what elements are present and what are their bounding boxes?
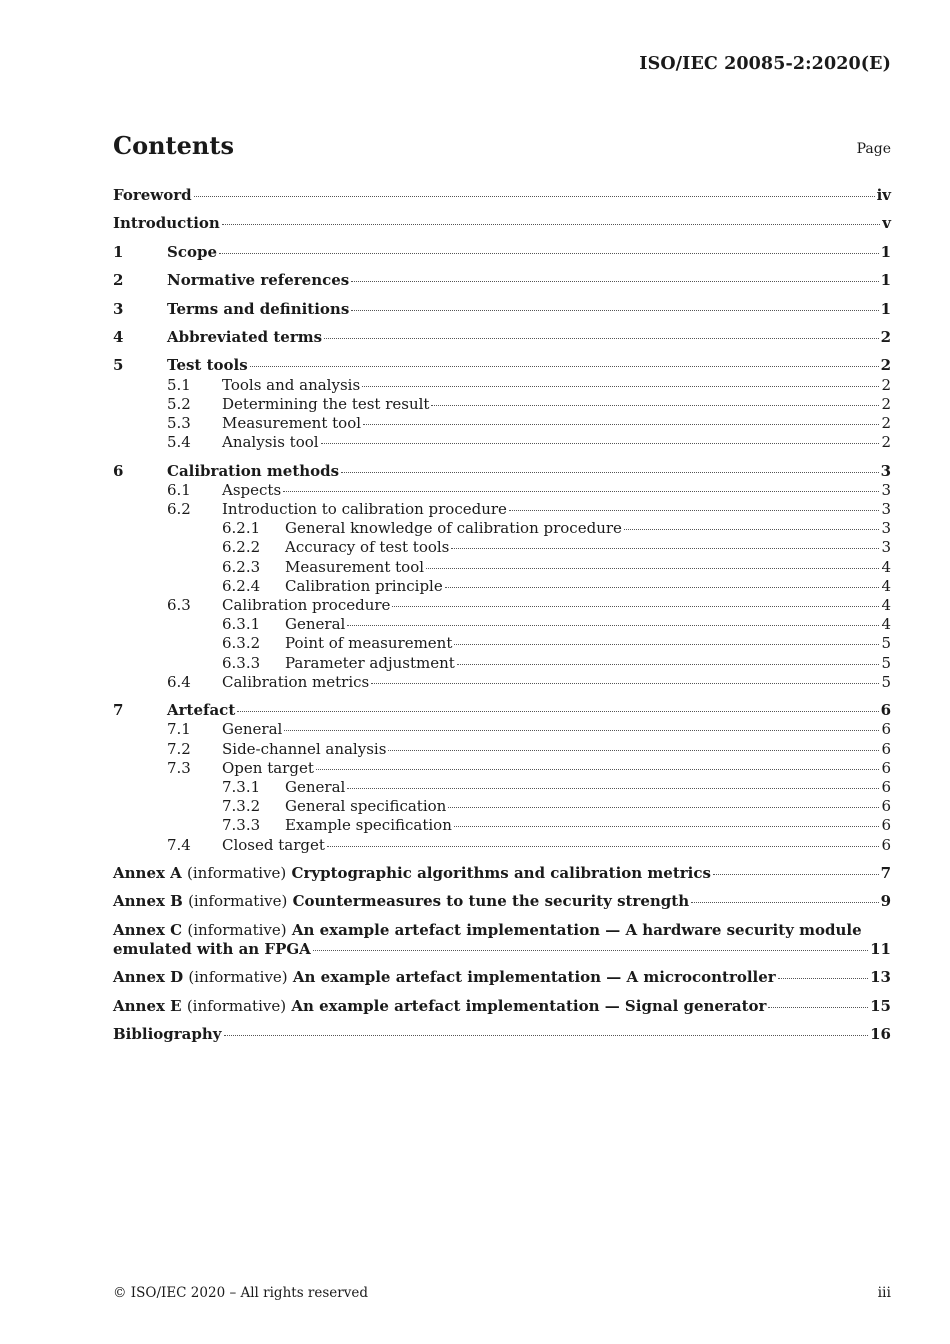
- leader-dots: [321, 443, 880, 444]
- leader-dots: [283, 491, 879, 492]
- leader-dots: [451, 548, 879, 549]
- leader-dots: [351, 281, 878, 282]
- toc-entry-number: 7.3.2: [222, 797, 261, 816]
- toc-page-number: 5: [881, 634, 891, 653]
- toc-page-number: 2: [880, 356, 891, 375]
- toc-entry-number: 7.3.3: [222, 816, 261, 835]
- toc-entry-clause-1[interactable]: [113, 243, 891, 262]
- toc-entry-title: Artefact: [167, 701, 236, 720]
- leader-dots: [392, 606, 879, 607]
- toc-entry-title: Point of measurement: [285, 634, 453, 653]
- leader-dots: [363, 424, 879, 425]
- toc-entry-number: 6.2: [167, 499, 191, 518]
- toc-entry-number: 4: [113, 327, 124, 346]
- annex-label: Annex C: [113, 920, 183, 939]
- toc-entry-title: General: [285, 615, 346, 634]
- annex-title-line-1: An example artefact implementation — A hardware security module: [291, 920, 862, 939]
- toc-entry-number: 7.4: [167, 835, 191, 854]
- toc-entry-number: 3: [113, 299, 124, 318]
- toc-entry-title: Calibration procedure: [222, 595, 391, 614]
- toc-entry-clause-4[interactable]: [113, 328, 891, 347]
- toc-entry-annex-b[interactable]: [113, 892, 891, 911]
- toc-page-number: 11: [870, 939, 891, 958]
- toc-page-number: 3: [881, 519, 891, 538]
- table-of-contents: [113, 186, 891, 1044]
- toc-entry-title: Analysis tool: [222, 433, 319, 452]
- leader-dots: [347, 625, 879, 626]
- toc-entry-number: 6.2.4: [222, 576, 261, 595]
- toc-entry-number: 6.3: [167, 595, 191, 614]
- document-id: ISO/IEC 20085-2:2020(E): [639, 54, 891, 74]
- footer-copyright: © ISO/IEC 2020 – All rights reserved: [113, 1285, 368, 1301]
- toc-page-number: 4: [881, 557, 891, 576]
- toc-page-number: 2: [881, 433, 891, 452]
- annex-type: (informative): [186, 996, 287, 1015]
- leader-dots: [624, 529, 880, 530]
- toc-entry-clause-6-3-1[interactable]: [113, 615, 891, 634]
- toc-page-number: 6: [881, 720, 891, 739]
- toc-entry-title: Scope: [167, 242, 218, 261]
- toc-entry-title: Terms and definitions: [167, 299, 350, 318]
- leader-dots: [713, 874, 879, 875]
- toc-page-number: 1: [880, 271, 891, 290]
- toc-entry-number: 5.4: [167, 433, 191, 452]
- toc-entry-clause-6-1[interactable]: [113, 481, 891, 500]
- annex-type: (informative): [188, 892, 288, 911]
- page-column-label: Page: [856, 141, 891, 157]
- toc-entry-clause-3[interactable]: [113, 300, 891, 319]
- toc-page-number: 3: [881, 499, 891, 518]
- toc-page-number: 3: [880, 461, 891, 480]
- toc-page-number: 6: [881, 739, 891, 758]
- leader-dots: [448, 807, 879, 808]
- toc-entry-clause-7-1[interactable]: [113, 720, 891, 739]
- toc-entry-clause-2[interactable]: [113, 271, 891, 290]
- toc-entry-title: Open target: [222, 758, 314, 777]
- toc-entry-title: Normative references: [167, 271, 350, 290]
- leader-dots: [509, 510, 880, 511]
- toc-entry-annex-e[interactable]: [113, 997, 891, 1016]
- leader-dots: [224, 1035, 869, 1036]
- toc-entry-foreword[interactable]: [113, 186, 891, 205]
- toc-page-number: 5: [881, 672, 891, 691]
- toc-entry-number: 6.3.2: [222, 634, 261, 653]
- leader-dots: [250, 366, 879, 367]
- toc-page-number: 6: [881, 777, 891, 796]
- toc-entry-title: Introduction: [113, 214, 220, 233]
- toc-entry-title: Calibration principle: [285, 576, 443, 595]
- toc-entry-number: 5.3: [167, 413, 191, 432]
- toc-entry-title: Measurement tool: [222, 413, 362, 432]
- leader-dots: [768, 1007, 868, 1008]
- leader-dots: [237, 711, 878, 712]
- annex-label: Annex A: [113, 863, 182, 882]
- leader-dots: [324, 338, 878, 339]
- footer-page-number: iii: [877, 1285, 891, 1301]
- toc-page-number: 9: [880, 892, 891, 911]
- leader-dots: [284, 730, 879, 731]
- toc-entry-number: 2: [113, 271, 124, 290]
- toc-entry-title: Measurement tool: [285, 557, 425, 576]
- annex-label: Annex D: [113, 968, 184, 987]
- leader-dots: [454, 644, 879, 645]
- toc-entry-clause-6-2-2[interactable]: [113, 538, 891, 557]
- annex-type: (informative): [187, 920, 287, 939]
- leader-dots: [316, 769, 880, 770]
- annex-title: An example artefact implementation — A microcontroller: [292, 968, 776, 987]
- toc-entry-title: Example specification: [285, 816, 452, 835]
- toc-page-number: 4: [881, 615, 891, 634]
- toc-entry-clause-7-3-2[interactable]: [113, 797, 891, 816]
- toc-entry-clause-5-1[interactable]: [113, 376, 891, 395]
- toc-entry-clause-5-4[interactable]: [113, 433, 891, 452]
- annex-title-line-2: emulated with an FPGA: [113, 939, 311, 958]
- toc-entry-title: General: [285, 777, 346, 796]
- toc-entry-clause-7-3[interactable]: [113, 759, 891, 778]
- toc-entry-title: Abbreviated terms: [167, 327, 323, 346]
- toc-page-number: 7: [880, 863, 891, 882]
- toc-entry-bibliography[interactable]: [113, 1025, 891, 1044]
- toc-entry-clause-6-3-3[interactable]: [113, 654, 891, 673]
- toc-entry-number: 5: [113, 356, 124, 375]
- toc-page-number: 2: [881, 375, 891, 394]
- toc-entry-annex-d[interactable]: [113, 968, 891, 987]
- leader-dots: [778, 978, 868, 979]
- toc-entry-clause-5-3[interactable]: [113, 414, 891, 433]
- toc-page-number: 4: [881, 595, 891, 614]
- toc-entry-title: Tools and analysis: [222, 375, 361, 394]
- toc-entry-title: General: [222, 720, 283, 739]
- toc-entry-clause-5[interactable]: [113, 356, 891, 375]
- annex-title: Cryptographic algorithms and calibration metrics: [291, 863, 711, 882]
- toc-page-number: 6: [881, 835, 891, 854]
- toc-entry-clause-7-4[interactable]: [113, 836, 891, 855]
- toc-entry-number: 6.3.3: [222, 653, 261, 672]
- toc-entry-clause-7[interactable]: [113, 701, 891, 720]
- toc-page-number: 1: [880, 299, 891, 318]
- toc-entry-annex-a[interactable]: [113, 864, 891, 883]
- toc-entry-number: 6: [113, 461, 124, 480]
- toc-page-number: iv: [876, 186, 891, 204]
- toc-entry-title: Aspects: [222, 480, 282, 499]
- toc-entry-title: General specification: [285, 797, 447, 816]
- leader-dots: [691, 902, 878, 903]
- toc-page-number: 2: [881, 394, 891, 413]
- toc-entry-title: Bibliography: [113, 1025, 222, 1044]
- toc-page-number: 4: [881, 576, 891, 595]
- toc-entry-title: Calibration methods: [167, 461, 340, 480]
- toc-entry-number: 7.3.1: [222, 777, 261, 796]
- toc-page-number: v: [882, 214, 891, 233]
- annex-type: (informative): [187, 863, 287, 882]
- leader-dots: [388, 750, 879, 751]
- toc-page-number: 1: [880, 242, 891, 261]
- contents-title: Contents: [113, 131, 234, 160]
- toc-page-number: 6: [880, 701, 891, 720]
- leader-dots: [341, 472, 878, 473]
- toc-entry-title: General knowledge of calibration procedure: [285, 519, 622, 538]
- toc-entry-title: Introduction to calibration procedure: [222, 499, 507, 518]
- annex-title: Countermeasures to tune the security strength: [292, 892, 690, 911]
- toc-entry-clause-6-2[interactable]: [113, 500, 891, 519]
- toc-entry-clause-6-2-4[interactable]: [113, 577, 891, 596]
- toc-entry-number: 5.1: [167, 375, 191, 394]
- toc-entry-title: Test tools: [167, 356, 248, 375]
- toc-entry-number: 6.4: [167, 672, 191, 691]
- leader-dots: [445, 587, 880, 588]
- toc-entry-number: 6.3.1: [222, 615, 261, 634]
- toc-page-number: 6: [881, 816, 891, 835]
- toc-page-number: 13: [870, 968, 891, 987]
- toc-entry-introduction[interactable]: [113, 214, 891, 233]
- toc-entry-number: 6.2.1: [222, 519, 261, 538]
- annex-type: (informative): [188, 968, 288, 987]
- toc-entry-title: Foreword: [113, 186, 192, 204]
- toc-entry-number: 6.1: [167, 480, 191, 499]
- toc-entry-clause-6-3[interactable]: [113, 596, 891, 615]
- toc-entry-clause-6-2-3[interactable]: [113, 558, 891, 577]
- leader-dots: [347, 788, 879, 789]
- toc-page-number: 6: [881, 758, 891, 777]
- leader-dots: [431, 405, 879, 406]
- leader-dots: [313, 950, 868, 951]
- annex-label: Annex B: [113, 892, 183, 911]
- toc-page-number: 6: [881, 797, 891, 816]
- toc-entry-number: 5.2: [167, 394, 191, 413]
- toc-entry-title: Determining the test result: [222, 394, 430, 413]
- toc-entry-number: 7.2: [167, 739, 191, 758]
- toc-entry-title: Side-channel analysis: [222, 739, 387, 758]
- toc-entry-number: 7.3: [167, 758, 191, 777]
- annex-label: Annex E: [113, 996, 182, 1015]
- toc-page-number: 3: [881, 480, 891, 499]
- toc-page-number: 15: [870, 996, 891, 1015]
- toc-entry-number: 6.2.2: [222, 538, 261, 557]
- toc-entry-title: Closed target: [222, 835, 325, 854]
- toc-entry-number: 1: [113, 242, 124, 261]
- toc-page-number: 2: [880, 327, 891, 346]
- leader-dots: [426, 568, 879, 569]
- toc-page-number: 2: [881, 413, 891, 432]
- toc-entry-clause-6-3-2[interactable]: [113, 634, 891, 653]
- toc-page-number: 16: [870, 1025, 891, 1044]
- leader-dots: [327, 846, 880, 847]
- leader-dots: [362, 386, 879, 387]
- toc-entry-number: 7: [113, 701, 124, 720]
- leader-dots: [219, 253, 879, 254]
- leader-dots: [222, 224, 880, 225]
- toc-entry-annex-c[interactable]: [113, 921, 891, 959]
- toc-entry-clause-6-4[interactable]: [113, 673, 891, 692]
- toc-entry-clause-7-3-1[interactable]: [113, 778, 891, 797]
- toc-entry-number: 6.2.3: [222, 557, 261, 576]
- leader-dots: [457, 664, 880, 665]
- leader-dots: [454, 826, 880, 827]
- leader-dots: [351, 310, 878, 311]
- toc-entry-title: Parameter adjustment: [285, 653, 455, 672]
- toc-page-number: 3: [881, 538, 891, 557]
- toc-entry-clause-5-2[interactable]: [113, 395, 891, 414]
- toc-page-number: 5: [881, 653, 891, 672]
- toc-entry-clause-6[interactable]: [113, 462, 891, 481]
- toc-entry-clause-6-2-1[interactable]: [113, 519, 891, 538]
- toc-entry-title: Calibration metrics: [222, 672, 370, 691]
- leader-dots: [194, 196, 875, 197]
- leader-dots: [371, 683, 879, 684]
- annex-title: An example artefact implementation — Signal generator: [291, 996, 767, 1015]
- toc-entry-number: 7.1: [167, 720, 191, 739]
- toc-entry-title: Accuracy of test tools: [285, 538, 450, 557]
- toc-entry-clause-7-3-3[interactable]: [113, 816, 891, 835]
- toc-entry-clause-7-2[interactable]: [113, 740, 891, 759]
